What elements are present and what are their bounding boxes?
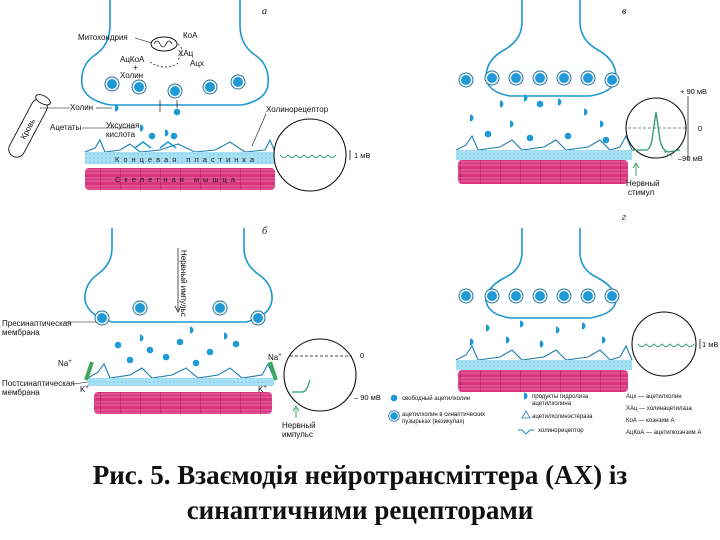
- presynaptic-terminal-v: [486, 0, 616, 96]
- scope-g-value: 1 мВ: [702, 340, 719, 349]
- legend-hydrolysis-icon: [524, 393, 528, 400]
- panel-g: [456, 212, 718, 392]
- legend-receptor: холинорецептор: [538, 428, 584, 434]
- muscle-band-g: [458, 370, 628, 392]
- vesicle: [459, 289, 473, 303]
- scope-b-top: 0: [360, 351, 365, 360]
- label-atskoa: АцКоА: [120, 55, 145, 64]
- vesicle: [509, 71, 523, 85]
- panel-v: [456, 0, 707, 197]
- legend-vesicle-2: пузырьках (везикулах): [402, 419, 465, 425]
- panel-a-letter: а: [262, 6, 267, 17]
- label-k-left: K+: [80, 385, 89, 394]
- free-ach: [149, 133, 156, 140]
- label-postsyn-2: мембрана: [2, 388, 40, 397]
- scope-v-bottom: –90 мВ: [678, 154, 703, 163]
- presynaptic-terminal-g: [486, 228, 616, 318]
- legend-free-ach: свободный ацетилхолин: [402, 396, 470, 402]
- vesicle: [133, 301, 147, 315]
- vesicle: [485, 289, 499, 303]
- scope-b-bottom: – 90 мВ: [354, 393, 381, 402]
- released-ach-b: [115, 327, 240, 367]
- label-presyn-1: Пресинаптическая: [2, 319, 72, 328]
- legend-vesicle-icon: [389, 411, 400, 422]
- legend-abbr-3: КоА — коэнзим А: [626, 418, 675, 424]
- label-presyn-2: мембрана: [2, 328, 40, 337]
- legend-free-ach-icon: [391, 395, 398, 402]
- label-koa: КоА: [183, 31, 198, 40]
- panel-g-letter: г: [622, 212, 626, 223]
- vesicle: [213, 301, 227, 315]
- caption-line-2: синаптичними рецепторами: [186, 495, 534, 525]
- label-holin-top: Холин: [120, 71, 144, 80]
- vesicle: [459, 73, 473, 87]
- label-cholinoreceptor: Холинорецептор: [266, 105, 329, 114]
- label-k-right: K+: [258, 385, 267, 394]
- label-acetates: Ацетаты: [50, 123, 82, 132]
- scope-v-top: + 90 мВ: [680, 87, 708, 96]
- legend-hydrolysis-2: ацетилхолина: [532, 401, 572, 407]
- oscilloscope-b: [284, 339, 356, 411]
- stimulus-label-2: стимул: [628, 188, 655, 197]
- vesicle: [95, 311, 109, 325]
- label-postsyn-1: Постсинаптическая: [2, 379, 75, 388]
- vesicle: [105, 77, 119, 91]
- legend-receptor-icon: [518, 430, 534, 434]
- legend-abbr-1: Ацх — ацетилхолин: [626, 394, 682, 400]
- vesicle: [485, 71, 499, 85]
- impulse-label-2: импульс: [282, 430, 313, 439]
- muscle-band-v: [458, 160, 628, 184]
- vesicle: [605, 289, 619, 303]
- receptor-row-b: [88, 364, 274, 378]
- label-mitochondria: Митохондрия: [78, 33, 128, 42]
- legend-hydrolysis-1: продукты гидролиза: [532, 394, 589, 400]
- panel-b: [2, 226, 381, 439]
- mitochondrion-shape: [151, 37, 177, 51]
- vesicle: [557, 289, 571, 303]
- vesicle: [557, 71, 571, 85]
- vesicle: [231, 75, 245, 89]
- legend-abbr-4: АцКоА — ацетилкоэнзим А: [626, 430, 702, 436]
- label-na-right: Na+: [268, 353, 282, 362]
- free-ach: [171, 133, 178, 140]
- label-ats: Ацх: [190, 59, 204, 68]
- legend: [389, 393, 702, 437]
- label-blood: Кровь: [18, 117, 38, 141]
- legend-vesicle-1: ацетилхолин в синаптических: [402, 412, 486, 418]
- free-ach: [174, 109, 181, 116]
- caption-line-1: Рис. 5. Взаємодія нейротрансміттера (АХ) із: [92, 460, 628, 490]
- label-plus: +: [133, 63, 138, 72]
- legend-esterase: ацетилхолинэстераза: [532, 414, 593, 420]
- presynaptic-terminal-b: [85, 228, 272, 322]
- hydrolysis-products-g: [470, 321, 606, 348]
- vesicle: [533, 289, 547, 303]
- receptor-row-a: [85, 140, 275, 152]
- vesicle: [581, 289, 595, 303]
- label-hats: ХАц: [178, 49, 194, 58]
- vesicle: [251, 311, 265, 325]
- panel-v-letter: в: [622, 6, 627, 17]
- stimulus-label-1: Нервный: [626, 179, 660, 188]
- vesicle: [509, 289, 523, 303]
- panel-b-letter: б: [262, 226, 268, 237]
- muscle-band-b: [94, 392, 272, 414]
- hydrolysis-product: [165, 130, 169, 137]
- hydrolysis-products-v: [470, 95, 609, 144]
- receptor-row-g: [456, 346, 632, 360]
- blood-vessel: [6, 92, 52, 160]
- vesicle: [132, 80, 146, 94]
- muscle-label: Скелетная мышца: [115, 175, 239, 184]
- label-holin: Холин: [70, 103, 94, 112]
- nerve-impulse-vertical: Нервный импульс: [179, 250, 188, 317]
- label-acetic-1: Уксусная: [106, 121, 140, 130]
- endplate-band-v: [456, 150, 632, 160]
- vesicle: [168, 84, 182, 98]
- label-acetic-2: кислота: [106, 130, 136, 139]
- endplate-band-b: [88, 378, 274, 386]
- endplate-label: Концевая пластинка: [115, 155, 259, 164]
- scope-a-value: 1 мВ: [354, 151, 371, 160]
- hydrolysis-product: [140, 125, 144, 132]
- scope-v-mid: 0: [698, 124, 703, 133]
- vesicle: [581, 71, 595, 85]
- figure-caption: [0, 458, 720, 528]
- label-na-left: Na+: [58, 359, 72, 368]
- oscilloscope-a: [274, 119, 346, 191]
- legend-esterase-icon: [522, 411, 530, 418]
- legend-abbr-2: ХАц — холинацетилаза: [626, 406, 692, 412]
- endplate-band-g: [456, 360, 632, 370]
- panel-a: [6, 0, 371, 191]
- impulse-label-1: Нервный: [282, 421, 316, 430]
- vesicle: [203, 80, 217, 94]
- vesicle: [605, 73, 619, 87]
- vesicle: [533, 71, 547, 85]
